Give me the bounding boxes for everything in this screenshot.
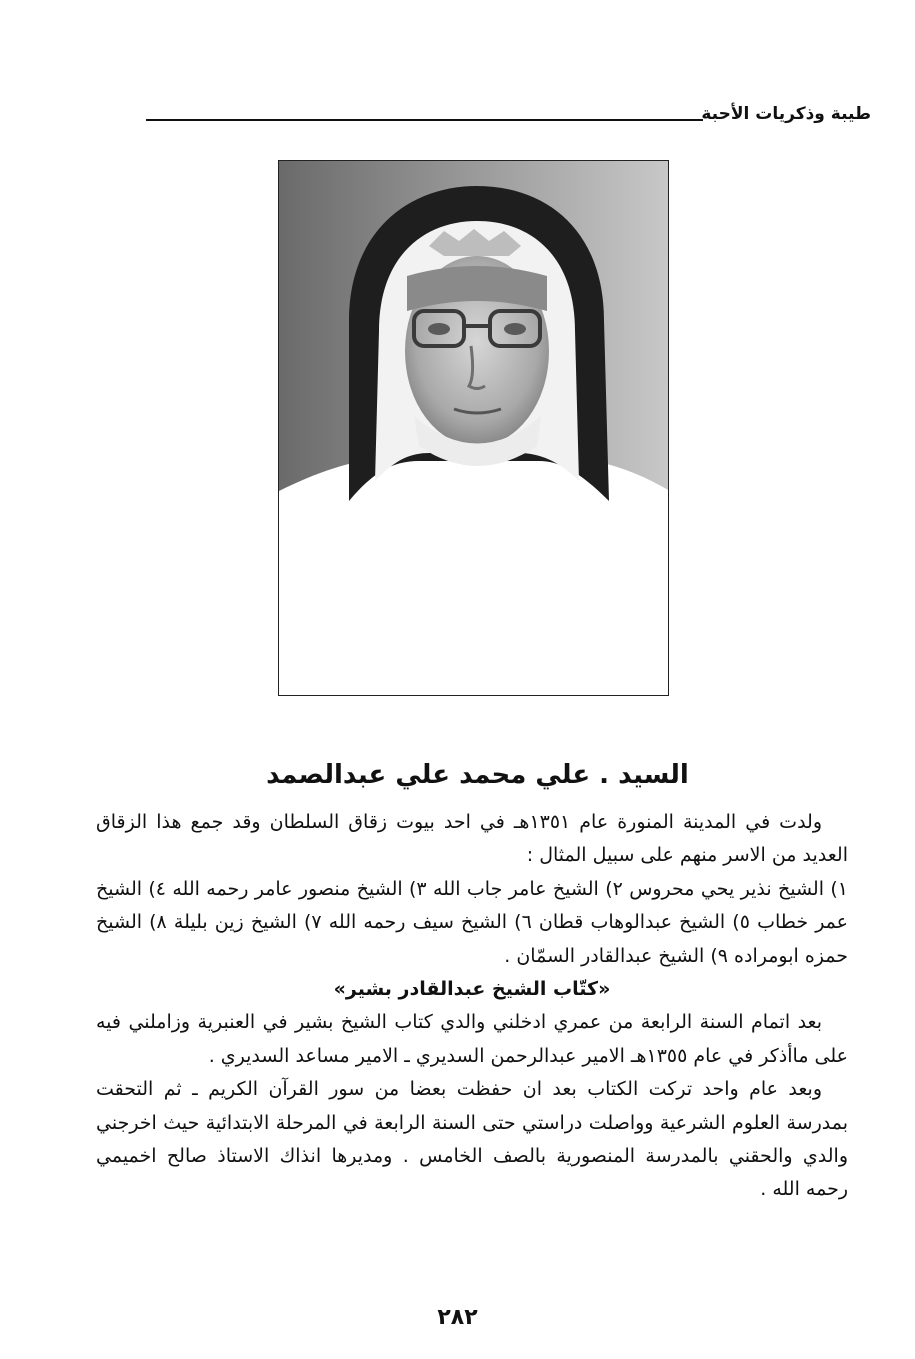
paragraph-birth: ولدت في المدينة المنورة عام ١٣٥١هـ في احد بيوت زقاق السلطان وقد جمع هذا الزقاق العديد من الاسر منهم على سبيل المثال : [96, 811, 848, 867]
header-rule [146, 119, 703, 121]
running-header [146, 104, 871, 130]
body-text [96, 806, 848, 1207]
header-title: طيبة وذكريات الأحبة [701, 104, 871, 124]
paragraph-neighbors-list: ١) الشيخ نذير يحي محروس ٢) الشيخ عامر جاب الله ٣) الشيخ منصور عامر رحمه الله ٤) الشيخ عمر خطاب ٥) الشيخ عبدالوهاب قطان ٦) الشيخ سيف رحمه الله ٧) الشيخ زين بليلة ٨) الشيخ حمزه ابومراده ٩) الشيخ عبدالقادر السمّان . [96, 877, 848, 967]
section-subheading: «كتّاب الشيخ عبدالقادر بشير» [333, 978, 611, 1001]
paragraph-schooling: وبعد عام واحد تركت الكتاب بعد ان حفظت بعضا من سور القرآن الكريم ـ ثم التحقت بمدرسة العلوم الشرعية وواصلت دراستي حتى السنة الرابعة في المرحلة الابتدائية حيث اخرجني والدي والحقني بالمدرسة المنصورية بالصف الخامس . ومديرها انذاك الاستاذ صالح اخميمي رحمه الله . [96, 1078, 848, 1201]
person-name-heading: السيد . علي محمد علي عبدالصمد [266, 760, 689, 790]
portrait-photo [278, 160, 669, 696]
page-number: ٢٨٢ [437, 1305, 478, 1330]
paragraph-kuttab: بعد اتمام السنة الرابعة من عمري ادخلني والدي كتاب الشيخ بشير في العنبرية وزاملني فيه على ماأذكر في عام ١٣٥٥هـ الامير عبدالرحمن السديري ـ الامير مساعد السديري . [96, 1011, 848, 1067]
